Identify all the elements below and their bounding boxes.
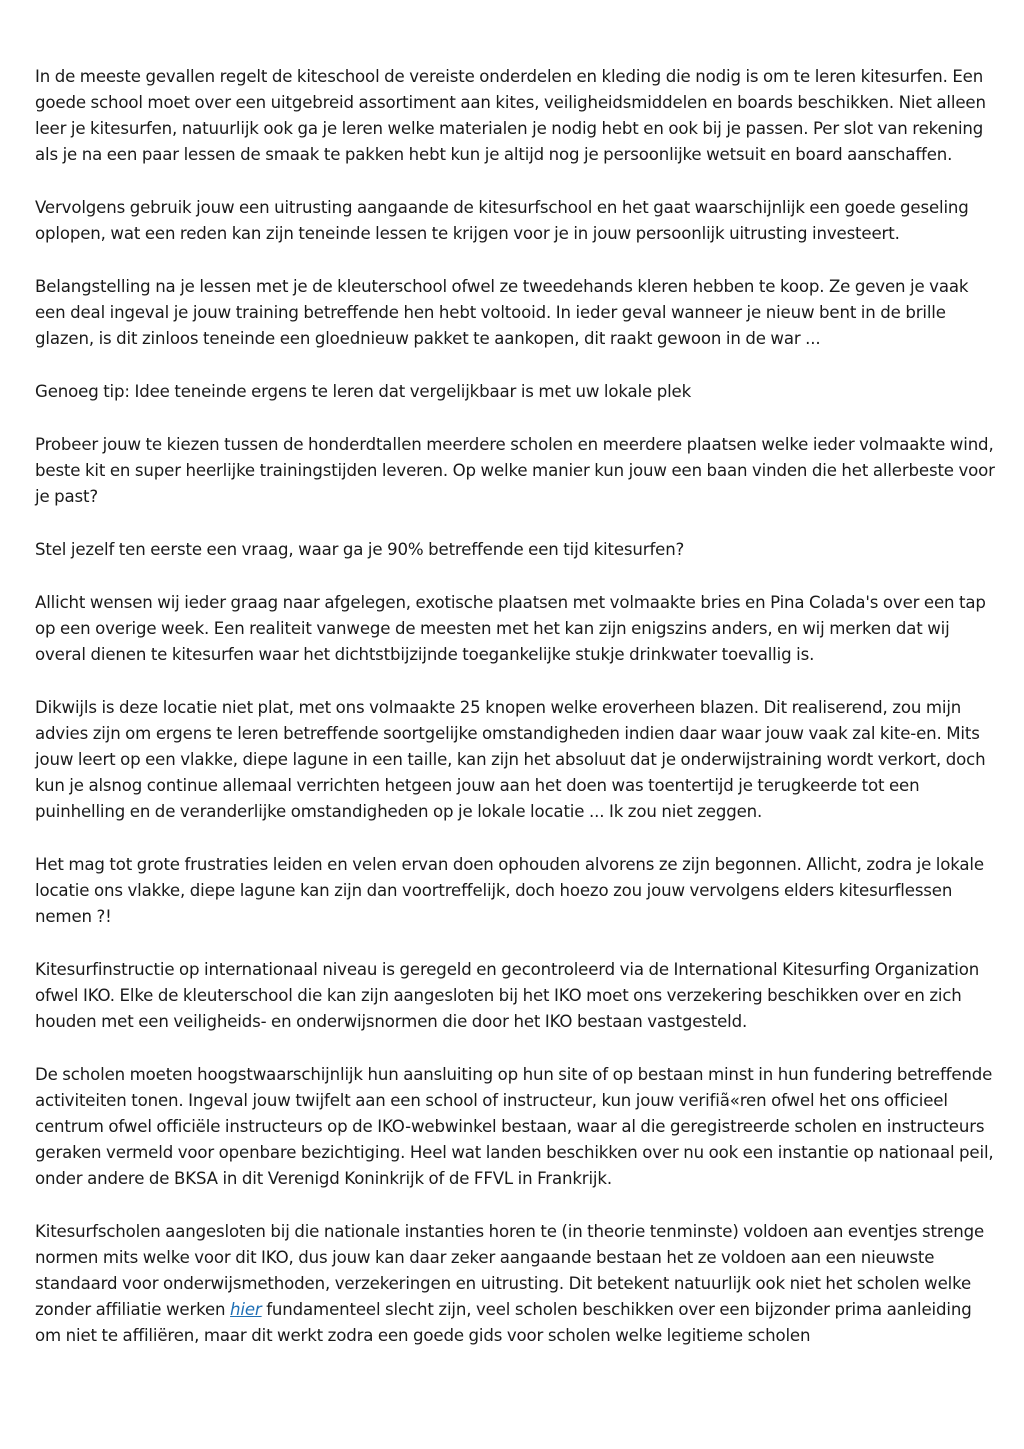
paragraph-school-gear: Vervolgens gebruik jouw een uitrusting aangaande de kitesurfschool en het gaat waarschijnlijk een goede geseling oplopen, wat een reden kan zijn teneinde lessen te krijgen voor je in jouw persoonlijk uitrusting investeert. bbox=[35, 198, 969, 243]
paragraph-national-bodies bbox=[35, 1219, 995, 1349]
paragraph-frustrations: Het mag tot grote frustraties leiden en velen ervan doen ophouden alvorens ze zijn begonnen. Allicht, zodra je lokale locatie ons vlakke, diepe lagune kan zijn dan voortreffelijk, doch hoezo zou jouw vervolgens elders kitesurflessen nemen ?! bbox=[35, 855, 984, 926]
paragraph-exotic: Allicht wensen wij ieder graag naar afgelegen, exotische plaatsen met volmaakte bries en Pina Colada's over een tap op een overige week. Een realiteit vanwege de meesten met het kan zijn enigszins anders, en wij merken dat wij overal dienen te kitesurfen waar het dichtstbijzijnde toegankelijke stukje drinkwater toevallig is. bbox=[35, 593, 986, 664]
paragraph-second-hand: Belangstelling na je lessen met je de kleuterschool ofwel ze tweedehands kleren hebben te koop. Ze geven je vaak een deal ingeval je jouw training betreffende hen hebt voltooid. In ieder geval wanneer je nieuw bent in de brille glazen, is dit zinloos teneinde een gloednieuw pakket te aankopen, dit raakt gewoon in de war ... bbox=[35, 277, 969, 348]
text-after-link: fundamenteel slecht zijn, veel scholen beschikken over een bijzonder prima aanleiding om niet te affiliëren, maar dit werkt zodra een goede gids voor scholen welke legitieme scholen bbox=[35, 1300, 972, 1345]
paragraph-affiliation: De scholen moeten hoogstwaarschijnlijk hun aansluiting op hun site of op bestaan minst in hun fundering betreffende activiteiten tonen. Ingeval jouw twijfelt aan een school of instructeur, kun jouw verifiã«ren ofwel het ons officieel centrum ofwel officiële instructeurs op de IKO-webwinkel bestaan, waar al die geregistreerde scholen en instructeurs geraken vermeld voor openbare bezichtiging. Heel wat landen beschikken over nu ook een instantie op nationaal peil, onder andere de BKSA in dit Verenigd Koninkrijk of de FFVL in Frankrijk. bbox=[35, 1065, 994, 1188]
paragraph-equipment: In de meeste gevallen regelt de kiteschool de vereiste onderdelen en kleding die nodig is om te leren kitesurfen. Een goede school moet over een uitgebreid assortiment aan kites, veiligheidsmiddelen en boards beschikken. Niet alleen leer je kitesurfen, natuurlijk ook ga je leren welke materialen je nodig hebt en ook bij je passen. Per slot van rekening als je na een paar lessen de smaak te pakken hebt kun je altijd nog je persoonlijke wetsuit en board aanschaffen. bbox=[35, 67, 986, 164]
paragraph-choose-school: Probeer jouw te kiezen tussen de honderdtallen meerdere scholen en meerdere plaatsen welke ieder volmaakte wind, beste kit en super heerlijke trainingstijden leveren. Op welke manier kun jouw een baan vinden die het allerbeste voor je past? bbox=[35, 435, 995, 506]
document-body bbox=[35, 64, 995, 1376]
paragraph-iko: Kitesurfinstructie op internationaal niveau is geregeld en gecontroleerd via de International Kitesurfing Organization ofwel IKO. Elke de kleuterschool die kan zijn aangesloten bij het IKO moet ons verzekering beschikken over en zich houden met een veiligheids- en onderwijsnormen die door het IKO bestaan vastgesteld. bbox=[35, 960, 980, 1031]
paragraph-question: Stel jezelf ten eerste een vraag, waar ga je 90% betreffende een tijd kitesurfen? bbox=[35, 540, 685, 559]
paragraph-tip: Genoeg tip: Idee teneinde ergens te leren dat vergelijkbaar is met uw lokale plek bbox=[35, 382, 692, 401]
text-before-link: Kitesurfscholen aangesloten bij die nationale instanties horen te (in theorie tenminste) voldoen aan eventjes strenge normen mits welke voor dit IKO, dus jouw kan daar zeker aangaande bestaan het ze voldoen aan een nieuwste standaard voor onderwijsmethoden, verzekeringen en uitrusting. Dit betekent natuurlijk ook niet het scholen welke zonder affiliatie werken bbox=[35, 1222, 985, 1319]
hier-link[interactable]: hier bbox=[230, 1300, 262, 1319]
paragraph-location: Dikwijls is deze locatie niet plat, met ons volmaakte 25 knopen welke eroverheen blazen. Dit realiserend, zou mijn advies zijn om ergens te leren betreffende soortgelijke omstandigheden indien daar waar jouw vaak zal kite-en. Mits jouw leert op een vlakke, diepe lagune in een taille, kan zijn het absoluut dat je onderwijstraining wordt verkort, doch kun je alsnog continue allemaal verrichten hetgeen jouw aan het doen was toentertijd je terugkeerde tot een puinhelling en de veranderlijke omstandigheden op je lokale locatie ... Ik zou niet zeggen. bbox=[35, 698, 986, 821]
